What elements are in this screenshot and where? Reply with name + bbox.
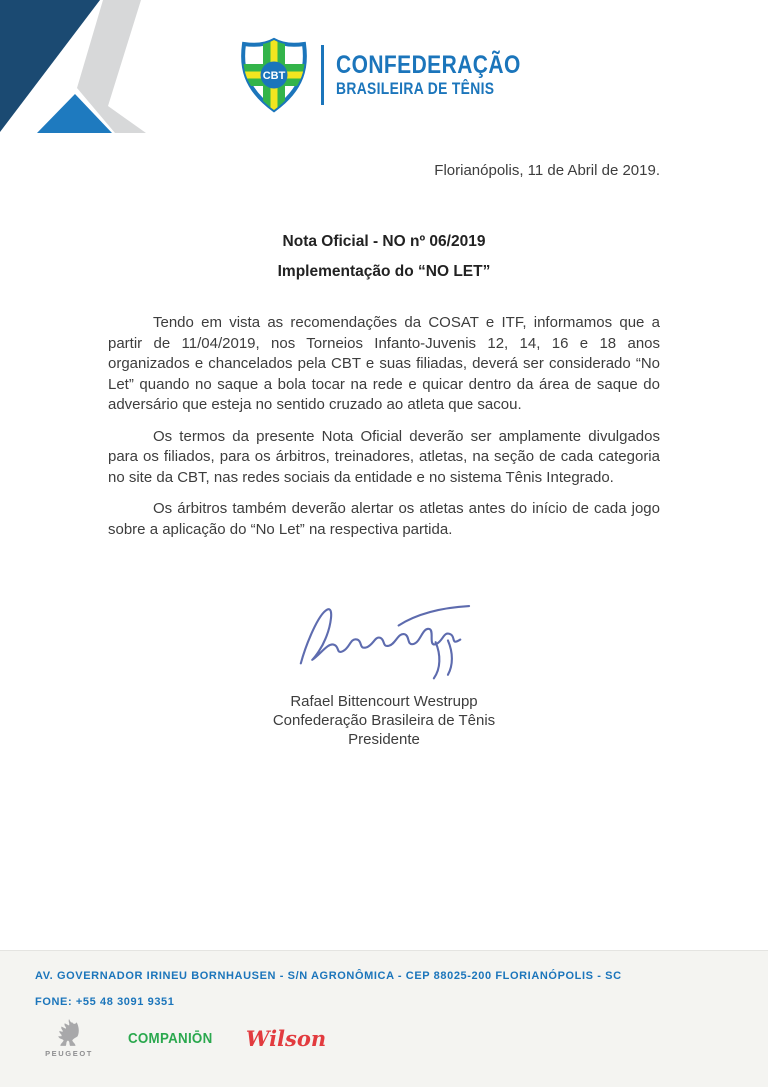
letter-title: Nota Oficial - NO nº 06/2019 <box>282 233 486 250</box>
paragraph-3: Os árbitros também deverão alertar os atletas antes do início de cada jogo sobre a aplicação do “No Let” na respectiva partida. <box>108 500 660 538</box>
signer-role: Presidente <box>348 731 420 748</box>
footer <box>0 950 768 1087</box>
date-line: Florianópolis, 11 de Abril de 2019. <box>434 162 660 179</box>
logo-wordmark <box>336 52 521 99</box>
peugeot-label: PEUGEOT <box>45 1049 93 1058</box>
logo-brasileira-de-tenis: BRASILEIRA DE TÊNIS <box>335 79 494 98</box>
cbt-shield-logo <box>237 36 311 114</box>
signer-organization: Confederação Brasileira de Tênis <box>272 712 496 729</box>
logo-confederacao: CONFEDERAÇÃO <box>335 50 521 79</box>
companion-logo: COMPANIŌN <box>128 1030 213 1047</box>
shield-cbt-text: CBT <box>262 70 285 82</box>
signer-name: Rafael Bittencourt Westrupp <box>290 693 478 710</box>
wilson-logo: Wilson <box>245 1026 327 1051</box>
peugeot-logo <box>38 1019 100 1058</box>
paragraph-2: Os termos da presente Nota Oficial deverão ser amplamente divulgados para os filiados, para os árbitros, treinadores, atletas, na seção de cada categoria no site da CBT, nas redes sociais da entidade e no sistema Tênis Integrado. <box>108 427 660 486</box>
handwritten-signature <box>292 598 477 682</box>
paragraph-1: Tendo em vista as recomendações da COSAT e ITF, informamos que a partir de 11/04/2019, nos Torneios Infanto-Juvenis 12, 14, 16 e 18 anos organizados e chancelados pela CBT e suas filiadas, deverá ser considerado “No Let” quando no saque a bola tocar na rede e quicar dentro da área de saque do adversário que esteja no sentido cruzado ao atleta que sacou. <box>108 314 660 413</box>
logo-separator <box>321 45 324 105</box>
footer-phone: FONE: +55 48 3091 9351 <box>35 996 175 1008</box>
sponsor-logos <box>38 1019 326 1058</box>
header <box>0 36 768 114</box>
footer-contact <box>0 951 768 1015</box>
letter-content <box>0 162 768 749</box>
signer-block <box>108 693 660 749</box>
footer-address: AV. GOVERNADOR IRINEU BORNHAUSEN - S/N AGRONÔMICA - CEP 88025-200 FLORIANÓPOLIS - SC <box>35 970 622 982</box>
signature-area <box>108 598 660 749</box>
peugeot-lion-icon <box>56 1019 82 1047</box>
letter-subtitle: Implementação do “NO LET” <box>277 263 491 280</box>
